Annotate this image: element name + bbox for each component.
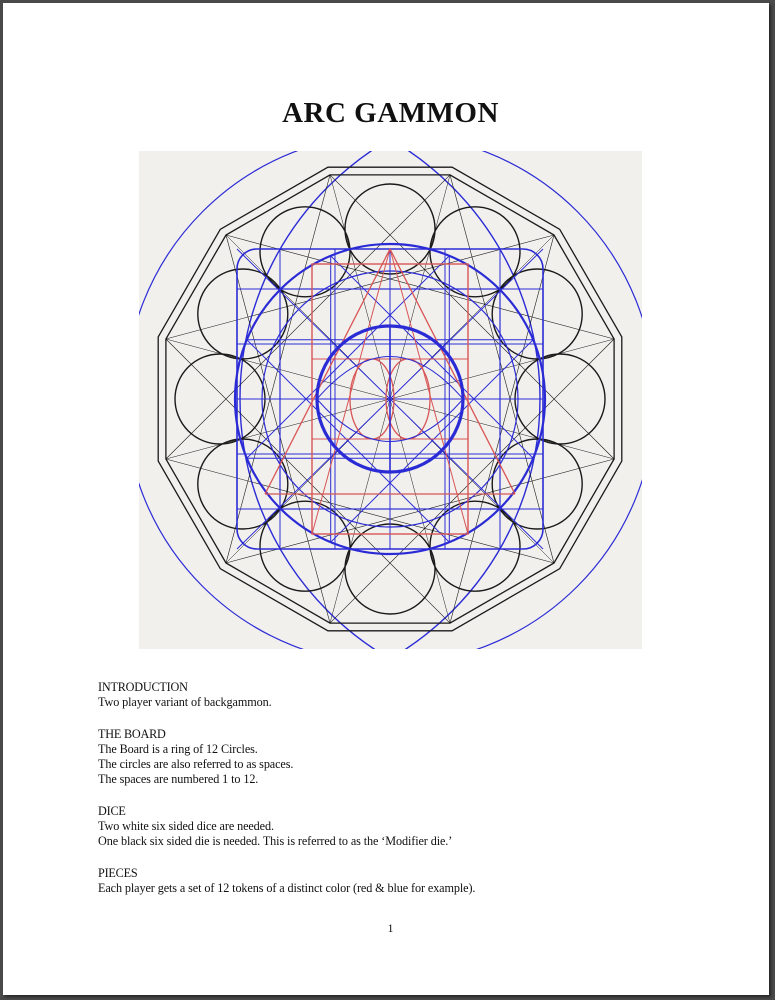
section-line: Two player variant of backgammon. bbox=[98, 695, 272, 710]
section-heading: THE BOARD bbox=[98, 726, 166, 741]
section-dice bbox=[98, 804, 698, 850]
section-heading: PIECES bbox=[98, 865, 138, 880]
section-line: The Board is a ring of 12 Circles. bbox=[98, 741, 258, 756]
section-pieces bbox=[98, 866, 698, 897]
board-diagram bbox=[139, 151, 642, 649]
rules-text bbox=[98, 680, 698, 912]
page-number: 1 bbox=[387, 921, 394, 935]
document-title: ARC GAMMON bbox=[282, 97, 499, 129]
board-geometry-figure bbox=[139, 151, 642, 649]
section-line: The spaces are numbered 1 to 12. bbox=[98, 772, 259, 787]
section-line: Two white six sided dice are needed. bbox=[98, 819, 274, 834]
document-page bbox=[3, 3, 769, 995]
section-introduction bbox=[98, 680, 698, 711]
section-the-board bbox=[98, 727, 698, 788]
section-line: The circles are also referred to as spaces. bbox=[98, 757, 294, 772]
section-heading: INTRODUCTION bbox=[98, 680, 188, 694]
section-line: Each player gets a set of 12 tokens of a distinct color (red & blue for example). bbox=[98, 880, 476, 895]
blue-arc bbox=[240, 151, 642, 649]
section-line: One black six sided die is needed. This is referred to as the ‘Modifier die.’ bbox=[98, 834, 453, 849]
section-heading: DICE bbox=[98, 803, 126, 818]
